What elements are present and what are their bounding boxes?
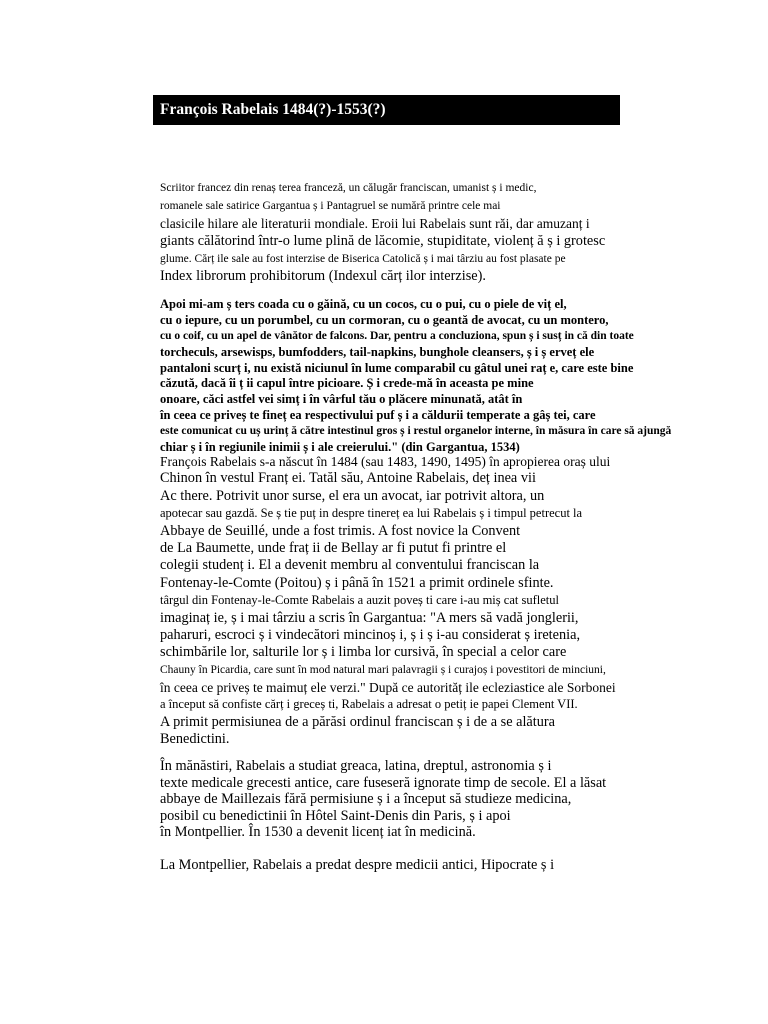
body-line: imaginaț ie, ș i mai târziu a scris în Gargantua: "A mers să vadă jonglerii, — [160, 609, 579, 626]
body2-line: în Montpellier. În 1530 a devenit licenț iat în medicină. — [160, 824, 476, 840]
body-line: Ac there. Potrivit unor surse, el era un avocat, iar potrivit altora, un — [160, 487, 545, 504]
quote-paragraph — [160, 297, 672, 456]
biography-paragraph — [160, 453, 630, 749]
body-line: Fontenay-le-Comte (Poitou) ș i până în 1521 a primit ordinele sfinte. — [160, 574, 554, 591]
quote-line: pantaloni scurț i, nu există niciunul în lume comparabil cu gâtul unei raț e, care este bine — [160, 360, 634, 375]
body-line: Abbaye de Seuillé, unde a fost trimis. A fost novice la Convent — [160, 522, 521, 539]
body-line: târgul din Fontenay-le-Comte Rabelais a auzit poveș ti care i-au miș cat sufletul — [160, 593, 559, 608]
intro-line: giants călătorind într-o lume plină de lăcomie, stupiditate, violenț ă ș i grotesc — [160, 233, 606, 250]
body-line: a început să confiste cărț i greceș ti, Rabelais a adresat o petiț ie papei Clement VII. — [160, 697, 578, 712]
quote-line: căzută, dacă îi ț ii capul între picioare. Ș i crede-mă în aceasta pe mine — [160, 376, 534, 391]
intro-line: Index librorum prohibitorum (Indexul cărț ilor interzise). — [160, 268, 486, 285]
intro-line: Scriitor francez din renaș terea franceză, un călugăr franciscan, umanist ș i medic, — [160, 182, 537, 194]
body-line: paharuri, escroci ș i vindecători mincinoș i, ș i ș i-au considerat ș iretenia, — [160, 626, 581, 643]
intro-line: romanele sale satirice Gargantua ș i Pantagruel se numără printre cele mai — [160, 199, 501, 212]
body-line: schimbările lor, salturile lor ș i limba lor cursivă, în special a celor care — [160, 644, 567, 661]
quote-line: chiar ș i în regiunile inimii ș i ale creierului." (din Gargantua, 1534) — [160, 440, 520, 455]
montpellier-paragraph — [160, 857, 630, 874]
body2-line: texte medicale grecesti antice, care fuseseră ignorate timp de secole. El a lăsat — [160, 774, 607, 791]
education-paragraph — [160, 758, 630, 841]
body2-line: posibil cu benedictinii în Hôtel Saint-Denis din Paris, ș i apoi — [160, 807, 511, 824]
body2-line: abbaye de Maillezais fără permisiune ș i a început să studieze medicina, — [160, 791, 572, 807]
quote-line: Apoi mi-am ș ters coada cu o găină, cu un cocos, cu o pui, cu o piele de viț el, — [160, 297, 567, 311]
body-line: de La Baumette, unde fraț ii de Bellay ar fi putut fi printre el — [160, 539, 507, 556]
quote-line: cu o iepure, cu un porumbel, cu un cormoran, cu o geantă de avocat, cu un montero, — [160, 312, 609, 327]
body-line: colegii studenț i. El a devenit membru al conventului franciscan la — [160, 557, 540, 574]
intro-line: glume. Cărț ile sale au fost interzise de Biserica Catolică ș i mai târziu au fost plasate pe — [160, 252, 566, 265]
quote-line: cu o coif, cu un apel de vânător de falcons. Dar, pentru a concluziona, spun ș i susț in că din toate — [160, 329, 634, 342]
body-line: Chinon în vestul Franț ei. Tatăl său, Antoine Rabelais, deț inea vii — [160, 470, 536, 487]
intro-line: clasicile hilare ale literaturii mondiale. Eroii lui Rabelais sunt răi, dar amuzanț i — [160, 216, 590, 232]
quote-line: este comunicat cu uș urinț ă către intestinul gros ș i restul organelor interne, în măsura în care să ajungă — [160, 425, 672, 438]
body-line: A primit permisiunea de a părăsi ordinul franciscan ș i de a se alătura — [160, 713, 556, 730]
body-line: în ceea ce priveș te maimuț ele verzi." După ce autorităț ile ecleziastice ale Sorbonei — [160, 680, 616, 696]
quote-line: onoare, căci astfel vei simț i în vârful tău o plăcere minunată, atât în — [160, 392, 523, 407]
quote-line: în ceea ce priveș te fineț ea respectivului puf ș i a căldurii temperate a gâș tei, care — [160, 408, 596, 423]
quote-line: torcheculs, arsewisps, bumfodders, tail-napkins, bunghole cleansers, ș i ș erveț ele — [160, 344, 595, 359]
body3-line: La Montpellier, Rabelais a predat despre medicii antici, Hipocrate ș i — [160, 857, 555, 873]
body-line: Benedictini. — [160, 731, 230, 748]
page-title: François Rabelais 1484(?)-1553(?) — [153, 95, 620, 125]
body-line: apotecar sau gazdă. Se ș tie puț in despre tinereț ea lui Rabelais ș i timpul petrecut la — [160, 506, 583, 521]
body-line: Chauny în Picardia, care sunt în mod natural mari palavragii ș i curajoș i povestitori de minciuni, — [160, 663, 606, 676]
body2-line: În mănăstiri, Rabelais a studiat greaca, latina, dreptul, astronomia ș i — [160, 758, 552, 774]
intro-paragraph — [160, 180, 630, 286]
body-line: François Rabelais s-a născut în 1484 (sau 1483, 1490, 1495) în apropierea oraș ului — [160, 454, 611, 469]
